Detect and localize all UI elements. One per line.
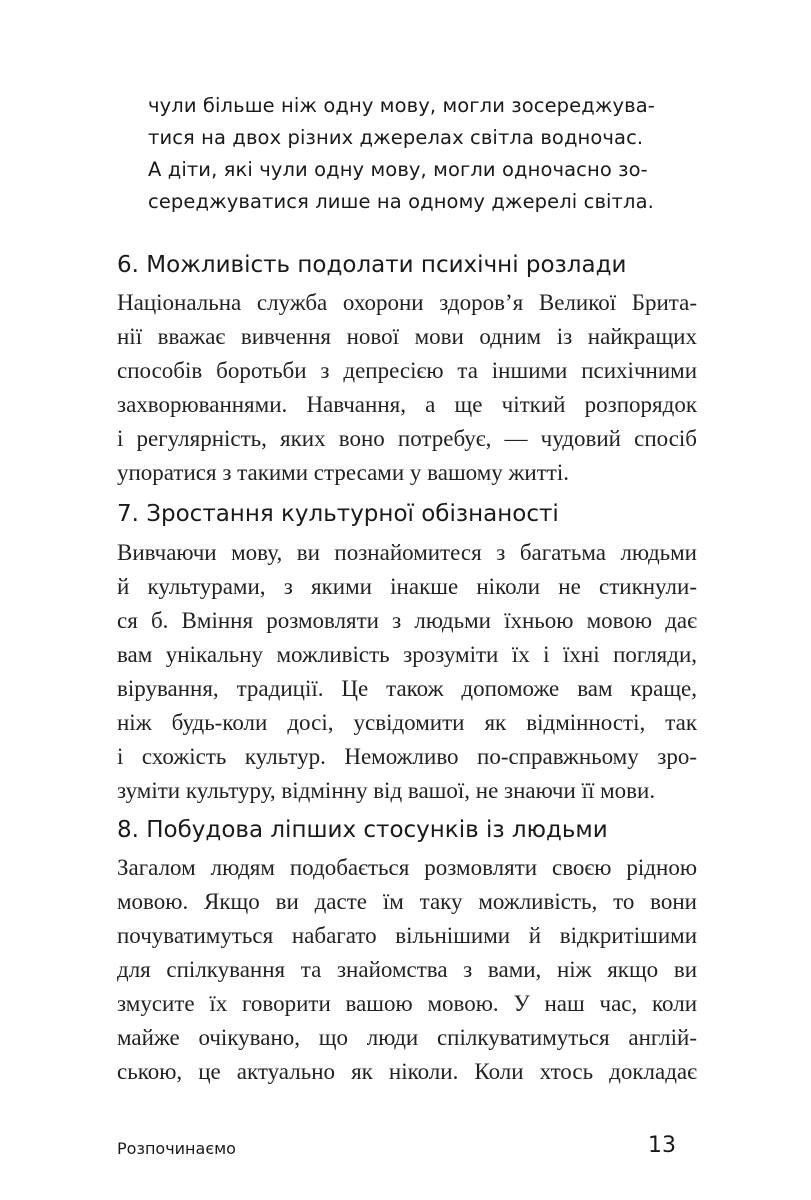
- text-line: Загалом людям подобається розмовляти своєю рідною: [117, 855, 697, 880]
- text-line: Національна служба охорони здоров’я Великої Брита-: [117, 290, 697, 315]
- text-line: Вивчаючи мову, ви познайомитеся з багатьма людьми: [117, 540, 697, 565]
- section-heading-8: 8. Побудова ліпших стосунків із людьми: [117, 817, 608, 843]
- text-line: мовою. Якщо ви дасте їм таку можливість, то вони: [117, 889, 697, 914]
- text-line: А діти, які чули одну мову, могли одночасно зо-: [148, 158, 648, 181]
- text-line: середжуватися лише на одному джерелі світла.: [148, 190, 654, 213]
- text-line: захворюваннями. Навчання, а ще чіткий розпорядок: [117, 392, 697, 417]
- text-line: почуватимуться набагато вільнішими й відкритішими: [117, 923, 697, 948]
- text-line: нії вважає вивчення нової мови одним із найкращих: [117, 324, 697, 349]
- text-line: й культурами, з якими інакше ніколи не стикнули-: [117, 574, 697, 599]
- section-paragraph-8: [117, 851, 697, 1089]
- text-line: і регулярність, яких воно потребує, — чудовий спосіб: [117, 426, 697, 451]
- page-number: 13: [648, 1133, 676, 1158]
- text-line: змусите їх говорити вашою мовою. У наш час, коли: [117, 991, 697, 1016]
- text-line: способів боротьби з депресією та іншими психічними: [117, 358, 697, 383]
- text-line: і схожість культур. Неможливо по-справжньому зро-: [117, 744, 697, 769]
- text-line: ською, це актуально як ніколи. Коли хтось докладає: [117, 1059, 697, 1084]
- text-line: ся б. Вміння розмовляти з людьми їхньою мовою дає: [117, 608, 697, 633]
- text-line: вам унікальну можливість зрозуміти їх і їхні погляди,: [117, 642, 697, 667]
- section-paragraph-6: [117, 286, 697, 490]
- text-line: майже очікувано, що люди спілкуватимуться англій-: [117, 1025, 697, 1050]
- section-heading-7: 7. Зростання культурної обізнаності: [117, 501, 559, 527]
- intro-paragraph: [148, 90, 668, 218]
- text-line: зуміти культуру, відмінну від вашої, не знаючи її мови.: [117, 778, 656, 803]
- text-line: для спілкування та знайомства з вами, ніж якщо ви: [117, 957, 697, 982]
- section-heading-6: 6. Можливість подолати психічні розлади: [117, 252, 627, 278]
- running-footer-chapter: Розпочинаємо: [117, 1139, 236, 1158]
- text-line: чули більше ніж одну мову, могли зосереджува-: [148, 94, 655, 117]
- section-paragraph-7: [117, 536, 697, 808]
- text-line: тися на двох різних джерелах світла водночас.: [148, 126, 644, 149]
- text-line: ніж будь-коли досі, усвідомити як відмінності, так: [117, 710, 697, 735]
- text-line: вірування, традиції. Це також допоможе вам краще,: [117, 676, 697, 701]
- text-line: упоратися з такими стресами у вашому житті.: [117, 460, 569, 485]
